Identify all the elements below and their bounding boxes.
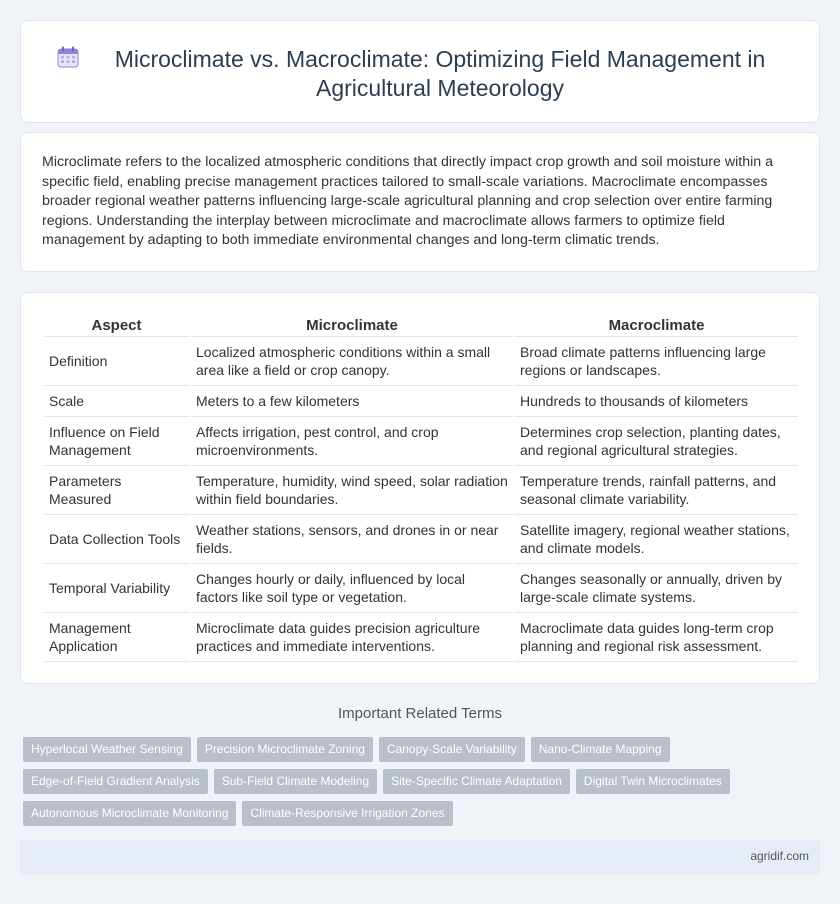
table-cell: Temperature trends, rainfall patterns, and seasonal climate variability. <box>515 466 798 515</box>
related-term-tag[interactable]: Nano-Climate Mapping <box>531 737 670 762</box>
related-term-tag[interactable]: Canopy-Scale Variability <box>379 737 525 762</box>
table-cell: Broad climate patterns influencing large regions or landscapes. <box>515 337 798 386</box>
table-cell: Changes seasonally or annually, driven by large-scale climate systems. <box>515 564 798 613</box>
related-term-tag[interactable]: Site-Specific Climate Adaptation <box>383 769 570 794</box>
related-term-tag[interactable]: Climate-Responsive Irrigation Zones <box>242 801 452 826</box>
footer-site-link[interactable]: agridif.com <box>750 849 809 863</box>
table-row <box>44 386 798 417</box>
related-term-tag[interactable]: Precision Microclimate Zoning <box>197 737 373 762</box>
column-header: Macroclimate <box>515 314 798 337</box>
table-row <box>44 515 798 564</box>
table-cell: Microclimate data guides precision agriculture practices and immediate interventions. <box>191 613 513 662</box>
related-term-tag[interactable]: Autonomous Microclimate Monitoring <box>23 801 236 826</box>
related-term-tag[interactable]: Hyperlocal Weather Sensing <box>23 737 191 762</box>
table-cell: Data Collection Tools <box>44 515 189 564</box>
intro-paragraph: Microclimate refers to the localized atmospheric conditions that directly impact crop growth and soil moisture within a specific field, enabling precise management practices tailored to small-scale variations. Macroclimate encompasses broader regional weather patterns influencing large-scale agricultural planning and crop selection over entire farming regions. Understanding the interplay between microclimate and macroclimate allows farmers to optimize field management by adapting to both immediate environmental changes and long-term climatic trends. <box>42 154 773 249</box>
intro-card <box>20 132 820 272</box>
table-row <box>44 466 798 515</box>
table-cell: Management Application <box>44 613 189 662</box>
related-term-tag[interactable]: Sub-Field Climate Modeling <box>214 769 377 794</box>
table-cell: Hundreds to thousands of kilometers <box>515 386 798 417</box>
table-row <box>44 337 798 386</box>
table-cell: Changes hourly or daily, influenced by local factors like soil type or vegetation. <box>191 564 513 613</box>
column-header: Microclimate <box>191 314 513 337</box>
footer <box>20 840 820 874</box>
table-cell: Definition <box>44 337 189 386</box>
table-cell: Localized atmospheric conditions within a small area like a field or crop canopy. <box>191 337 513 386</box>
related-term-tag[interactable]: Digital Twin Microclimates <box>576 769 730 794</box>
table-row <box>44 417 798 466</box>
related-terms-list <box>23 737 823 833</box>
related-term-tag[interactable]: Edge-of-Field Gradient Analysis <box>23 769 208 794</box>
table-cell: Influence on Field Management <box>44 417 189 466</box>
page-title: Microclimate vs. Macroclimate: Optimizing Field Management in Agricultural Meteorology <box>114 46 766 101</box>
table-row <box>44 613 798 662</box>
table-cell: Temporal Variability <box>44 564 189 613</box>
table-header-row <box>44 314 798 337</box>
table-cell: Satellite imagery, regional weather stations, and climate models. <box>515 515 798 564</box>
table-cell: Scale <box>44 386 189 417</box>
comparison-table <box>42 314 800 662</box>
table-cell: Affects irrigation, pest control, and crop microenvironments. <box>191 417 513 466</box>
related-terms-heading: Important Related Terms <box>338 705 502 722</box>
table-cell: Temperature, humidity, wind speed, solar radiation within field boundaries. <box>191 466 513 515</box>
header-card <box>20 20 820 123</box>
table-row <box>44 564 798 613</box>
table-cell: Meters to a few kilometers <box>191 386 513 417</box>
table-cell: Weather stations, sensors, and drones in or near fields. <box>191 515 513 564</box>
table-cell: Macroclimate data guides long-term crop planning and regional risk assessment. <box>515 613 798 662</box>
column-header: Aspect <box>44 314 189 337</box>
comparison-table-card <box>20 292 820 684</box>
table-cell: Parameters Measured <box>44 466 189 515</box>
table-cell: Determines crop selection, planting dates, and regional agricultural strategies. <box>515 417 798 466</box>
